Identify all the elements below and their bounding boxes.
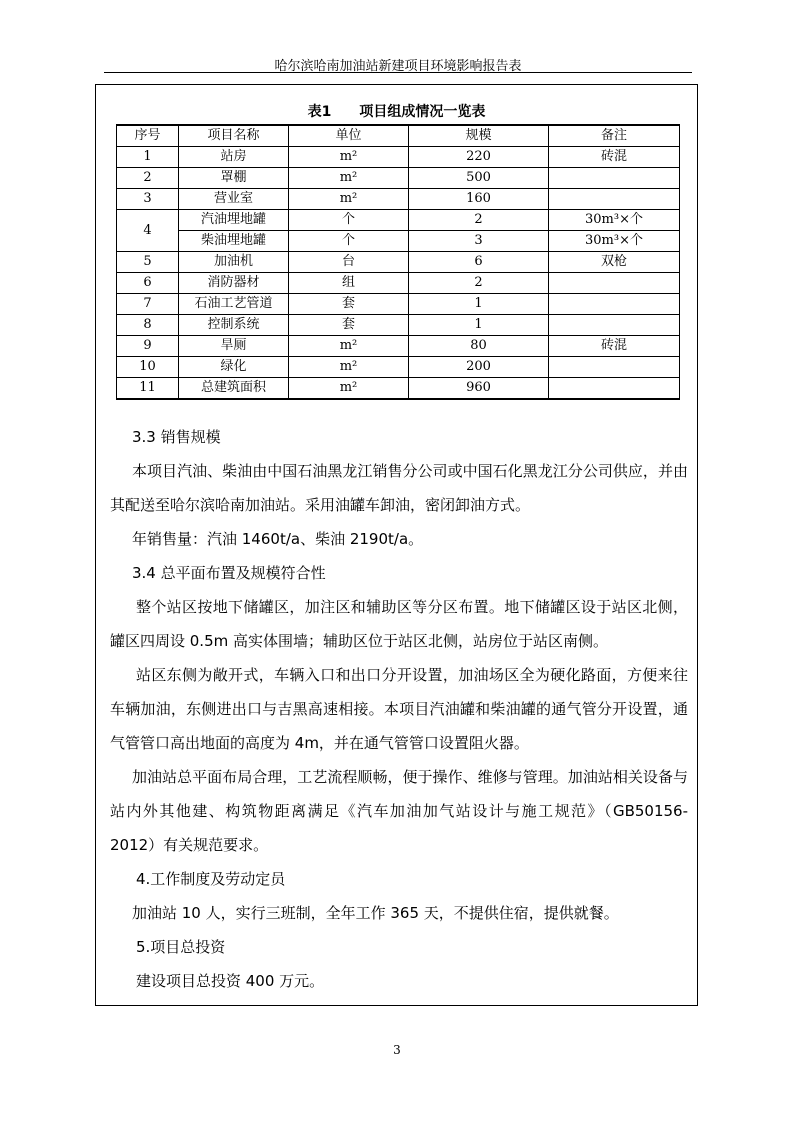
cell-name: 控制系统 (179, 315, 289, 336)
paragraph: 加油站 10 人，实行三班制，全年工作 365 天，不提供住宿，提供就餐。 (132, 904, 619, 922)
cell-name: 消防器材 (179, 273, 289, 294)
cell-unit: m² (289, 168, 409, 189)
section-heading: 5.项目总投资 (136, 938, 226, 956)
paragraph: 加油站总平面布局合理，工艺流程顺畅，便于操作、维修与管理。加油站相关设备与站内外其他建、构筑物距离满足《汽车加油加气站设计与施工规范》（GB50156-2012）有关规范要求。 (110, 768, 688, 854)
cell-name: 石油工艺管道 (179, 294, 289, 315)
table-row (117, 231, 680, 252)
cell-scale: 2 (409, 273, 549, 294)
cell-scale: 80 (409, 336, 549, 357)
cell-unit: m² (289, 336, 409, 357)
cell-scale: 220 (409, 147, 549, 168)
table-row (117, 315, 680, 336)
col-header-no: 序号 (117, 125, 179, 147)
cell-unit: 组 (289, 273, 409, 294)
cell-note (549, 168, 680, 189)
table-row (117, 378, 680, 400)
col-header-scale: 规模 (409, 125, 549, 147)
header-rule (104, 72, 692, 73)
cell-unit: 个 (289, 210, 409, 231)
cell-name: 站房 (179, 147, 289, 168)
table-title: 表1 项目组成情况一览表 (307, 104, 486, 120)
cell-note (549, 189, 680, 210)
cell-name: 旱厕 (179, 336, 289, 357)
cell-name: 罩棚 (179, 168, 289, 189)
cell-no: 7 (117, 294, 179, 315)
cell-unit: m² (289, 147, 409, 168)
col-header-unit: 单位 (289, 125, 409, 147)
table-row (117, 357, 680, 378)
table-row (117, 273, 680, 294)
cell-unit: 台 (289, 252, 409, 273)
cell-note (549, 273, 680, 294)
table-row (117, 168, 680, 189)
table-row (117, 189, 680, 210)
table-row (117, 336, 680, 357)
cell-unit: 套 (289, 315, 409, 336)
cell-name: 营业室 (179, 189, 289, 210)
cell-note: 双枪 (549, 252, 680, 273)
cell-scale: 200 (409, 357, 549, 378)
cell-scale: 1 (409, 315, 549, 336)
cell-name: 柴油埋地罐 (179, 231, 289, 252)
paragraph: 站区东侧为敞开式，车辆入口和出口分开设置，加油场区全为硬化路面，方便来往车辆加油，东侧进出口与吉黑高速相接。本项目汽油罐和柴油罐的通气管分开设置，通气管管口高出地面的高度为 4m，并在通气管管口设置阻火器。 (110, 666, 688, 752)
cell-note: 砖混 (549, 336, 680, 357)
cell-no: 5 (117, 252, 179, 273)
cell-name: 汽油埋地罐 (179, 210, 289, 231)
cell-no: 11 (117, 378, 179, 400)
cell-note: 30m³×个 (549, 210, 680, 231)
col-header-name: 项目名称 (179, 125, 289, 147)
cell-scale: 960 (409, 378, 549, 400)
cell-scale: 160 (409, 189, 549, 210)
section-heading: 4.工作制度及劳动定员 (136, 870, 286, 888)
cell-unit: m² (289, 189, 409, 210)
cell-name: 加油机 (179, 252, 289, 273)
cell-scale: 6 (409, 252, 549, 273)
page-header: 哈尔滨哈南加油站新建项目环境影响报告表 (274, 59, 522, 74)
cell-note (549, 294, 680, 315)
paragraph: 整个站区按地下储罐区，加注区和辅助区等分区布置。地下储罐区设于站区北侧，罐区四周设 0.5m 高实体围墙；辅助区位于站区北侧，站房位于站区南侧。 (110, 598, 688, 650)
paragraph: 年销售量：汽油 1460t/a、柴油 2190t/a。 (132, 530, 424, 548)
cell-scale: 2 (409, 210, 549, 231)
cell-no: 2 (117, 168, 179, 189)
cell-note (549, 357, 680, 378)
table-row (117, 210, 680, 231)
section-heading: 3.3 销售规模 (132, 428, 221, 446)
section-heading: 3.4 总平面布置及规模符合性 (132, 564, 326, 582)
table-row (117, 252, 680, 273)
cell-unit: 个 (289, 231, 409, 252)
cell-name: 绿化 (179, 357, 289, 378)
cell-name: 总建筑面积 (179, 378, 289, 400)
project-components-table (116, 124, 680, 400)
cell-note (549, 378, 680, 400)
cell-no: 1 (117, 147, 179, 168)
paragraph: 本项目汽油、柴油由中国石油黑龙江销售分公司或中国石化黑龙江分公司供应，并由其配送至哈尔滨哈南加油站。采用油罐车卸油，密闭卸油方式。 (110, 462, 688, 514)
cell-unit: m² (289, 357, 409, 378)
cell-scale: 3 (409, 231, 549, 252)
page-number: 3 (393, 1043, 401, 1057)
cell-no: 10 (117, 357, 179, 378)
cell-no: 3 (117, 189, 179, 210)
cell-no: 8 (117, 315, 179, 336)
cell-note: 砖混 (549, 147, 680, 168)
cell-scale: 1 (409, 294, 549, 315)
cell-no: 6 (117, 273, 179, 294)
table-header-row (117, 125, 680, 147)
cell-scale: 500 (409, 168, 549, 189)
cell-no: 4 (117, 210, 179, 252)
cell-unit: 套 (289, 294, 409, 315)
paragraph: 建设项目总投资 400 万元。 (136, 972, 325, 990)
cell-note (549, 315, 680, 336)
cell-no: 9 (117, 336, 179, 357)
table-row (117, 147, 680, 168)
body-text (110, 420, 688, 998)
col-header-note: 备注 (549, 125, 680, 147)
cell-unit: m² (289, 378, 409, 400)
cell-note: 30m³×个 (549, 231, 680, 252)
table-row (117, 294, 680, 315)
